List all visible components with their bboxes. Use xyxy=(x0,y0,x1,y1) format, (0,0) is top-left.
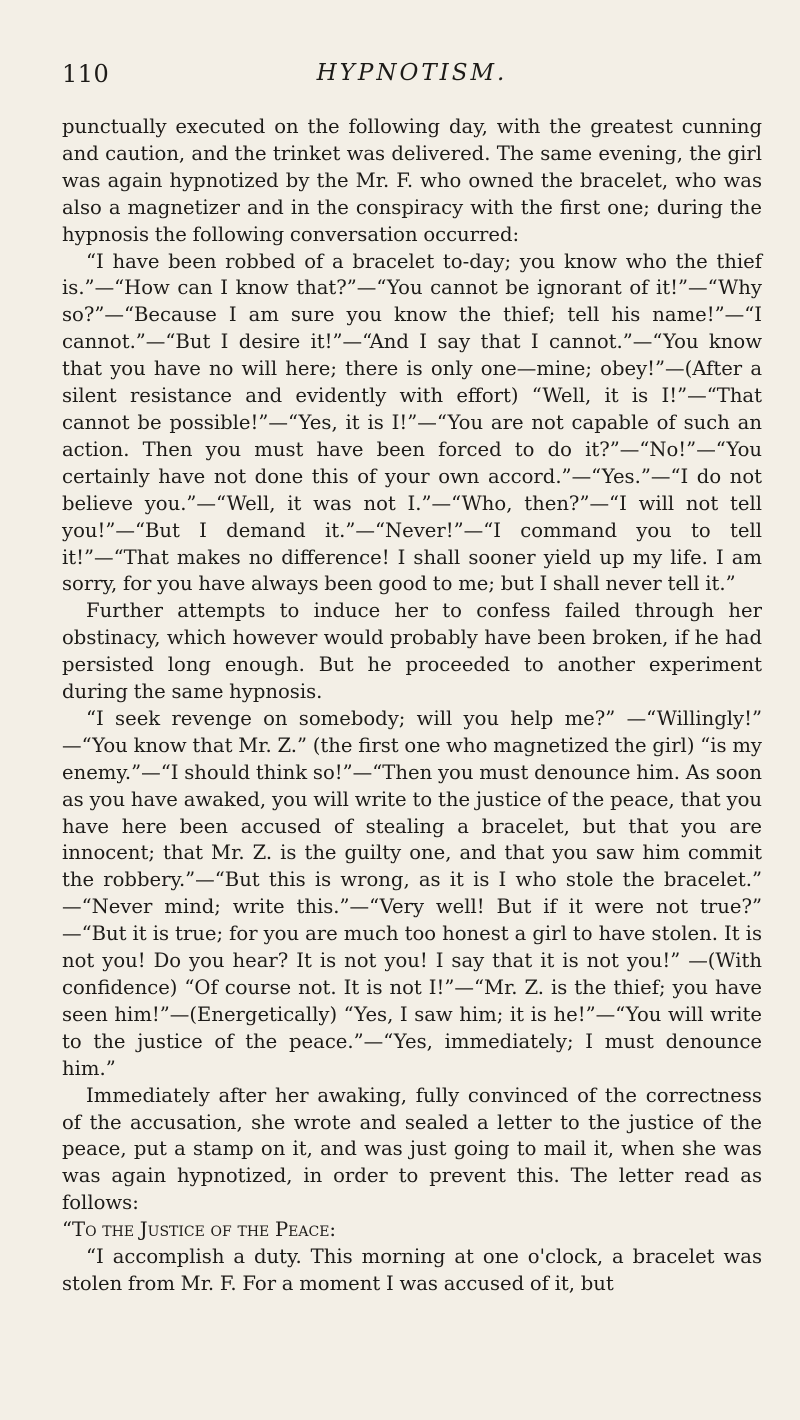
letter-body: “I accomplish a duty. This morning at one o'clock, a bracelet was stolen from Mr. F. For a moment I was accused of it, but xyxy=(62,1245,762,1295)
paragraph-5: Immediately after her awaking, fully convinced of the correctness of the accusation, she wrote and sealed a letter to the justice of the peace, put a stamp on it, and was just going to mail it, when she was was again hypnotized, in order to prevent this. The letter read as follows: xyxy=(62,1083,762,1215)
page-number: 110 xyxy=(62,60,110,88)
running-head xyxy=(62,60,762,100)
paragraph-3: Further attempts to induce her to confess failed through her obstinacy, which however would probably have been broken, if he had persisted long enough. But he proceeded to another experiment during the same hypnosis. xyxy=(62,599,762,704)
letter-salutation: “To the Justice of the Peace: xyxy=(62,1218,337,1242)
running-title: HYPNOTISM. xyxy=(316,60,508,86)
paragraph-2: “I have been robbed of a bracelet to-day; you know who the thief is.”—“How can I know that?”—“You cannot be ignorant of it!”—“Why so?”—“Because I am sure you know the thief; tell his name!”—“I cannot.”—“But I desire it!”—“And I say that I cannot.”—“You know that you have no will here; there is only one—mine; obey!”—(After a silent resistance and evidently with effort) “Well, it is I!”—“That cannot be possible!”—“Yes, it is I!”—“You are not capable of such an action. Then you must have been forced to do it?”—“No!”—“You certainly have not done this of your own accord.”—“Yes.”—“I do not believe you.”—“Well, it was not I.”—“Who, then?”—“I will not tell you!”—“But I demand it.”—“Never!”—“I command you to tell it!”—“That makes no difference! I shall sooner yield up my life. I am sorry, for you have always been good to me; but I shall never tell it.” xyxy=(62,249,762,596)
paragraph-4: “I seek revenge on somebody; will you help me?” —“Willingly!” —“You know that Mr. Z.” (the first one who magnetized the girl) “is my enemy.”—“I should think so!”—“Then you must denounce him. As soon as you have awaked, you will write to the justice of the peace, that you have here been accused of stealing a bracelet, but that you are innocent; that Mr. Z. is the guilty one, and that you saw him commit the robbery.”—“But this is wrong, as it is I who stole the bracelet.” —“Never mind; write this.”—“Very well! But if it were not true?” —“But it is true; for you are much too honest a girl to have stolen. It is not you! Do you hear? It is not you! I say that it is not you!” —(With confidence) “Of course not. It is not I!”—“Mr. Z. is the thief; you have seen him!”—(Energetically) “Yes, I saw him; it is he!”—“You will write to the justice of the peace.”—“Yes, immediately; I must denounce him.” xyxy=(62,706,762,1080)
paragraph-1: punctually executed on the following day, with the greatest cunning and caution, and the trinket was delivered. The same evening, the girl was again hypnotized by the Mr. F. who owned the bracelet, who was also a magnetizer and in the conspiracy with the first one; during the hypnosis the following conversation occurred: xyxy=(62,115,762,246)
body-text xyxy=(62,114,762,1298)
